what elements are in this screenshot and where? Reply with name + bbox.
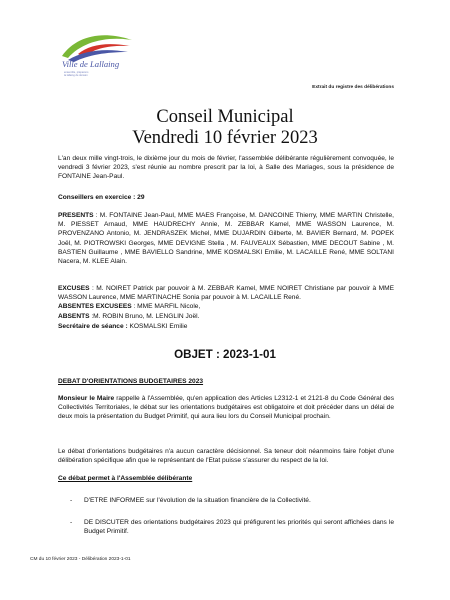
excuses-label: EXCUSES bbox=[58, 285, 90, 292]
presents-paragraph bbox=[58, 211, 394, 266]
intro-paragraph: L'an deux mille vingt-trois, le dixième jour du mois de février, l'assemblée délibérante régulièrement convoquée, le vendredi 3 février 2023, s'est réunie au nombre prescrit par la loi, à Salle des Mariages, sous la présidence de FONTAINE Jean-Paul. bbox=[58, 155, 394, 181]
absentes-excusees-label: ABSENTES EXCUSEES bbox=[58, 303, 132, 310]
city-logo bbox=[58, 30, 138, 90]
absents-line bbox=[58, 312, 394, 321]
secretaire-name: KOSMALSKI Emilie bbox=[127, 323, 188, 330]
page-subtitle-date: Vendredi 10 février 2023 bbox=[132, 128, 318, 148]
absentes-excusees-line bbox=[58, 302, 394, 311]
list-item-text: DE DISCUTER des orientations budgétaires 2023 qui préfigurent les priorités qui seront affichées dans le Budget Primitif. bbox=[84, 519, 394, 536]
secretaire-line bbox=[58, 322, 394, 331]
presents-label: PRESENTS bbox=[58, 212, 94, 219]
logo-city-name: Ville de Lallaing bbox=[62, 59, 120, 69]
logo-swoosh-icon bbox=[58, 30, 138, 62]
permet-heading: Ce débat permet à l'Assemblée délibérante bbox=[58, 475, 193, 482]
page-footer: CM du 10 février 2023 - Délibération 2023-1-01 bbox=[30, 557, 131, 562]
debat-paragraph: Le débat d'orientations budgétaires n'a aucun caractère décisionnel. Sa teneur doit néanmoins faire l'objet d'une délibération spécifique afin que le représentant de l'Etat puisse s'assurer du respect de la loi. bbox=[58, 448, 394, 465]
logo-tagline: ensemble, préparons la lallaing de demain bbox=[64, 71, 89, 78]
presents-list: : M. FONTAINE Jean-Paul, MME MAES Françoise, M. DANCOINE Thierry, MME MARTIN Christelle, M. PIESSET Arnaud, MME HAUDRECHY Annie, M. ZEBBAR Kamel, MME WASSON Laurence, M. PROVENZANO Antonio, M. JENDRASZEK Michel, MME DUJARDIN Gilberte, M. BAVIER Bernard, M. POPEK Joël, M. PIOTROWSKI Georges, MME DEVIGNE Stella , M. FAUVEAUX Sébastien, MME DECOUT Sabine , M. BASTIEN Guillaume , MME BAVIELLO Sandrine, MME KOSMALSKI Emilie, M. LACAILLE René, MME SOLTANI Nacera, M. KLEE Alain. bbox=[58, 212, 394, 266]
maire-paragraph bbox=[58, 394, 394, 422]
debat-heading: DEBAT D'ORIENTATIONS BUDGETAIRES 2023 bbox=[58, 378, 204, 385]
list-dash: - bbox=[70, 519, 73, 526]
secretaire-label: Secrétaire de séance : bbox=[58, 323, 128, 330]
list-item bbox=[70, 496, 394, 505]
absents-label: ABSENTS bbox=[58, 313, 90, 320]
absentes-excusees-list: : MME MARFIL Nicole, bbox=[131, 303, 201, 310]
excuses-list: : M. NOIRET Patrick par pouvoir à M. ZEBBAR Kamel, MME NOIRET Christiane par pouvoir à MME WASSON Laurence, MME MARTINACHE Sonia par pouvoir à M. LACAILLE René. bbox=[58, 285, 394, 302]
list-item bbox=[70, 518, 394, 536]
objet-heading: OBJET : 2023-1-01 bbox=[174, 348, 276, 361]
list-dash: - bbox=[70, 497, 73, 504]
page-title: Conseil Municipal bbox=[156, 107, 294, 127]
list-item-text: D'ETRE INFORMEE sur l'évolution de la situation financière de la Collectivité. bbox=[84, 497, 311, 504]
conseillers-count: Conseillers en exercice : 29 bbox=[58, 194, 145, 201]
maire-text: rappelle à l'Assemblée, qu'en application des Articles L2312-1 et 2121-8 du Code Général des Collectivités Territoriales, le débat sur les orientations budgétaires est obligatoire et doit précéder dans un délai de deux mois la présentation du Budget Primitif, qui aura lieu lors du Conseil Municipal prochain. bbox=[58, 395, 395, 421]
extract-label: Extrait du registre des délibérations bbox=[312, 85, 394, 90]
maire-label: Monsieur le Maire bbox=[58, 395, 115, 402]
excuses-paragraph bbox=[58, 284, 394, 302]
absents-list: :M. ROBIN Bruno, M. LENGLIN Joël. bbox=[89, 313, 200, 320]
